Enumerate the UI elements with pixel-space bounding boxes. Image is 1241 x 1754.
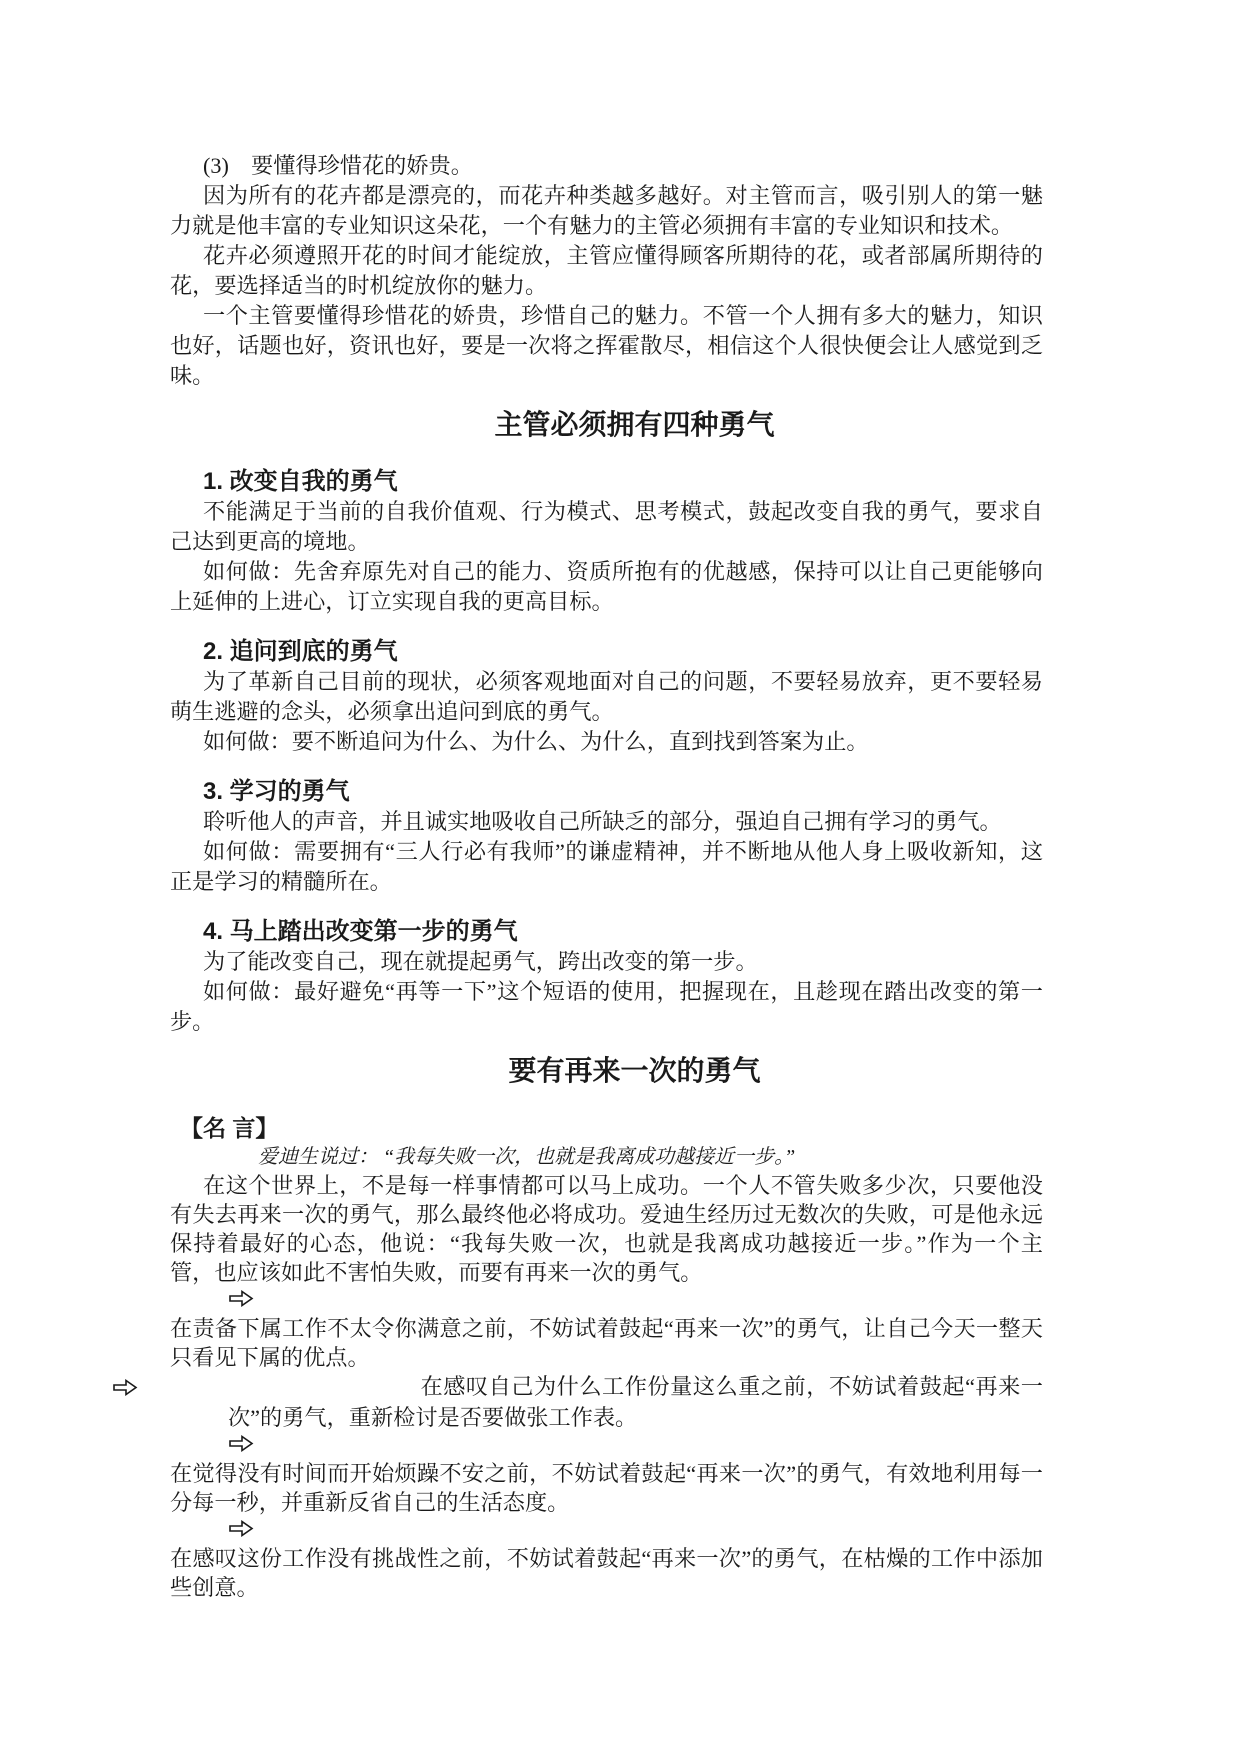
courage-4-paragraph-1: 为了能改变自己，现在就提起勇气，跨出改变的第一步。 [203,949,758,974]
tip-paragraph-4: 在感叹这份工作没有挑战性之前，不妨试着鼓起“再来一次”的勇气，在枯燥的工作中添加些创意。 [170,1546,1043,1600]
courage-heading-3: 3. 学习的勇气 [203,778,350,805]
famous-quote: 爱迪生说过： “我每失败一次，也就是我离成功越接近一步。” [258,1146,796,1168]
retry-lead-paragraph: 在这个世界上，不是每一样事情都可以马上成功。一个人不管失败多少次，只要他没有失去再来一次的勇气，那么最终他必将成功。爱迪生经历过无数次的失败，可是他永远保持着最好的心态，他说：“我每失败一次，也就是我离成功越接近一步。”作为一个主管，也应该如此不害怕失败，而要有再来一次的勇气。 [170,1173,1043,1285]
rightwards-arrow-icon [228,1290,1043,1307]
intro-paragraph-1: (3) 要懂得珍惜花的娇贵。 [203,153,473,178]
courage-heading-4: 4. 马上踏出改变第一步的勇气 [203,918,518,945]
courage-1-paragraph-2: 如何做：先舍弃原先对自己的能力、资质所抱有的优越感，保持可以让自己更能够向上延伸的上进心，订立实现自我的更高目标。 [170,559,1043,614]
rightwards-arrow-icon [228,1520,1043,1537]
tip-paragraph-2 [170,1372,1043,1432]
famous-quote-label: 【名 言】 [180,1115,279,1141]
intro-paragraph-2: 因为所有的花卉都是漂亮的，而花卉种类越多越好。对主管而言，吸引别人的第一魅力就是他丰富的专业知识这朵花，一个有魅力的主管必须拥有丰富的专业知识和技术。 [170,183,1043,238]
courage-heading-1: 1. 改变自我的勇气 [203,468,398,495]
courage-4-paragraph-2: 如何做：最好避免“再等一下”这个短语的使用，把握现在，且趁现在踏出改变的第一步。 [170,979,1043,1034]
courage-3-paragraph-1: 聆听他人的声音，并且诚实地吸收自己所缺乏的部分，强迫自己拥有学习的勇气。 [203,809,1002,834]
courage-2-paragraph-1: 为了革新自己目前的现状，必须客观地面对自己的问题，不要轻易放弃，更不要轻易萌生逃避的念头，必须拿出追问到底的勇气。 [170,669,1043,724]
tip-paragraph-3: 在觉得没有时间而开始烦躁不安之前，不妨试着鼓起“再来一次”的勇气，有效地利用每一分每一秒，并重新反省自己的生活态度。 [170,1461,1043,1515]
courage-2-paragraph-2: 如何做：要不断追问为什么、为什么、为什么，直到找到答案为止。 [203,729,869,754]
tip-bullet-line [170,1290,1043,1314]
tip-paragraph-2-text: 在感叹自己为什么工作份量这么重之前，不妨试着鼓起“再来一次”的勇气，重新检讨是否要做张工作表。 [228,1374,1043,1430]
intro-paragraph-3: 花卉必须遵照开花的时间才能绽放，主管应懂得顾客所期待的花，或者部属所期待的花，要选择适当的时机绽放你的魅力。 [170,243,1043,298]
courage-heading-2: 2. 追问到底的勇气 [203,638,398,665]
tip-paragraph-1: 在责备下属工作不太令你满意之前，不妨试着鼓起“再来一次”的勇气，让自己今天一整天只看见下属的优点。 [170,1316,1043,1370]
rightwards-arrow-icon [228,1435,1043,1452]
tip-bullet-line [170,1435,1043,1459]
courage-1-paragraph-1: 不能满足于当前的自我价值观、行为模式、思考模式，鼓起改变自我的勇气，要求自己达到更高的境地。 [170,499,1043,554]
intro-paragraph-4: 一个主管要懂得珍惜花的娇贵，珍惜自己的魅力。不管一个人拥有多大的魅力，知识也好，话题也好，资讯也好，要是一次将之挥霍散尽，相信这个人很快便会让人感觉到乏味。 [170,303,1043,388]
courage-3-paragraph-2: 如何做：需要拥有“三人行必有我师”的谦虚精神，并不断地从他人身上吸收新知，这正是学习的精髓所在。 [170,839,1043,894]
tab-spacer [170,1393,420,1394]
tip-bullet-line [170,1520,1043,1544]
section-title-courage: 主管必须拥有四种勇气 [494,409,775,440]
section-title-retry: 要有再来一次的勇气 [508,1055,761,1086]
